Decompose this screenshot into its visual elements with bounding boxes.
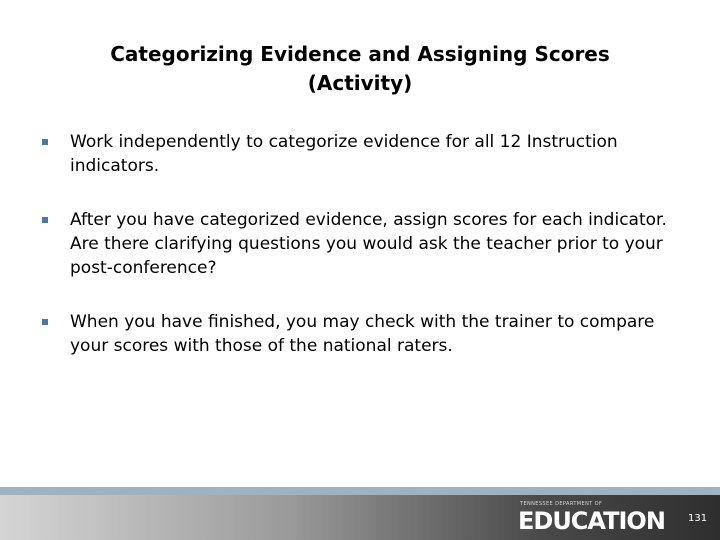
- page-number: 131: [688, 513, 708, 524]
- bullet-item-1: [40, 130, 680, 178]
- bullet-item-2: [40, 208, 680, 280]
- bullet-list: [40, 130, 680, 388]
- bullet-item-3: [40, 310, 680, 358]
- bullet-text-2: After you have categorized evidence, assign scores for each indicator. Are there clarifying questions you would ask the teacher prior to your post-conference?: [70, 210, 667, 278]
- bullet-text-1: Work independently to categorize evidence for all 12 Instruction indicators.: [70, 132, 618, 176]
- education-logo: [518, 498, 683, 536]
- slide-title-line-2: (Activity): [307, 71, 413, 95]
- bullet-text-3: When you have finished, you may check with the trainer to compare your scores with those of the national raters.: [70, 312, 655, 356]
- square-bullet-icon: [42, 217, 48, 223]
- slide-title: [60, 40, 660, 98]
- logo-department-text: TENNESSEE DEPARTMENT OF: [520, 501, 603, 507]
- slide-title-line-1: Categorizing Evidence and Assigning Scores: [110, 42, 610, 66]
- square-bullet-icon: [42, 319, 48, 325]
- footer-accent-strip: [0, 487, 720, 495]
- square-bullet-icon: [42, 139, 48, 145]
- logo-education-text: EDUCATION: [518, 507, 665, 535]
